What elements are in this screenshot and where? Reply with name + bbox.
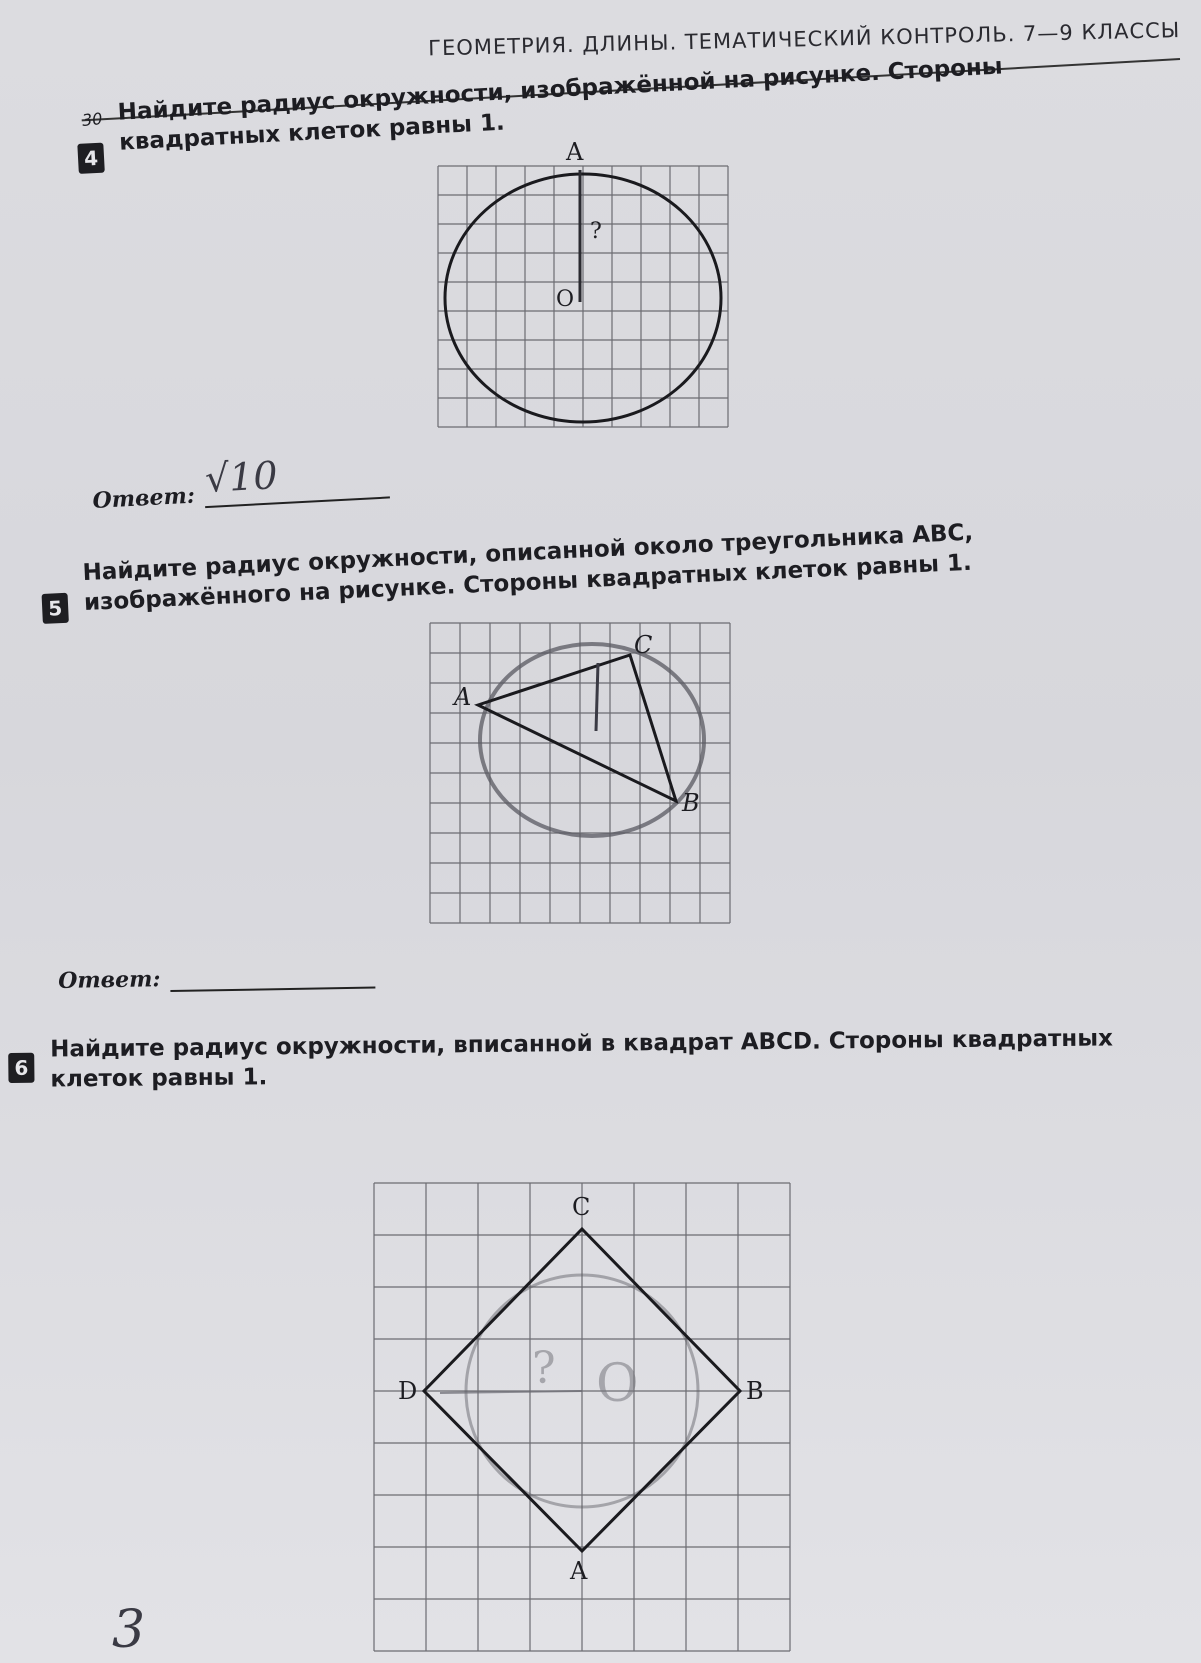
pencil-center: O (596, 1354, 639, 1414)
task-text: Найдите радиус окружности, изображённой на рисунке. Стороны квадратных клеток равны 1. (117, 53, 1004, 156)
grid (430, 623, 730, 923)
label-top-point: A (566, 138, 584, 166)
label-question: ? (590, 219, 602, 244)
task-number-badge: 4 (77, 143, 105, 174)
answer-label: Ответ: (92, 482, 196, 514)
handwritten-answer: √10 (203, 453, 279, 501)
page-header: ГЕОМЕТРИЯ. ДЛИНЫ. ТЕМАТИЧЕСКИЙ КОНТРОЛЬ. 7—9 КЛАССЫ (427, 18, 1181, 61)
task-5 (40, 509, 1172, 620)
label-d: D (398, 1377, 418, 1405)
task-text: Найдите радиус окружности, вписанной в квадрат ABCD. Стороны квадратных клеток равны 1. (50, 1025, 1114, 1093)
label-c: C (572, 1193, 591, 1221)
answer-input[interactable] (171, 986, 376, 992)
label-a: A (454, 683, 472, 711)
task-6 (8, 1023, 1199, 1095)
label-b: B (682, 789, 700, 817)
page-number: 30 (81, 108, 104, 131)
label-c: C (634, 631, 653, 659)
task-number-badge: 6 (8, 1053, 34, 1083)
task-text: Найдите радиус окружности, описанной около треугольника ABC, изображённого на рисунке. Стороны квадратных клеток равны 1. (82, 519, 974, 617)
figure-square-grid (360, 1175, 800, 1655)
pencil-question: ? (532, 1343, 556, 1394)
answer-5 (58, 962, 376, 994)
label-center: O (556, 287, 575, 312)
grid (438, 166, 728, 427)
figure-circle-grid (432, 130, 742, 440)
pencil-perpendicular (596, 663, 598, 731)
handwritten-note: 3 (112, 1600, 146, 1660)
figure-triangle-grid (420, 615, 740, 925)
label-a: A (570, 1557, 588, 1585)
task-number-badge: 5 (42, 593, 69, 624)
label-b: B (746, 1377, 764, 1405)
answer-label: Ответ: (58, 966, 161, 994)
